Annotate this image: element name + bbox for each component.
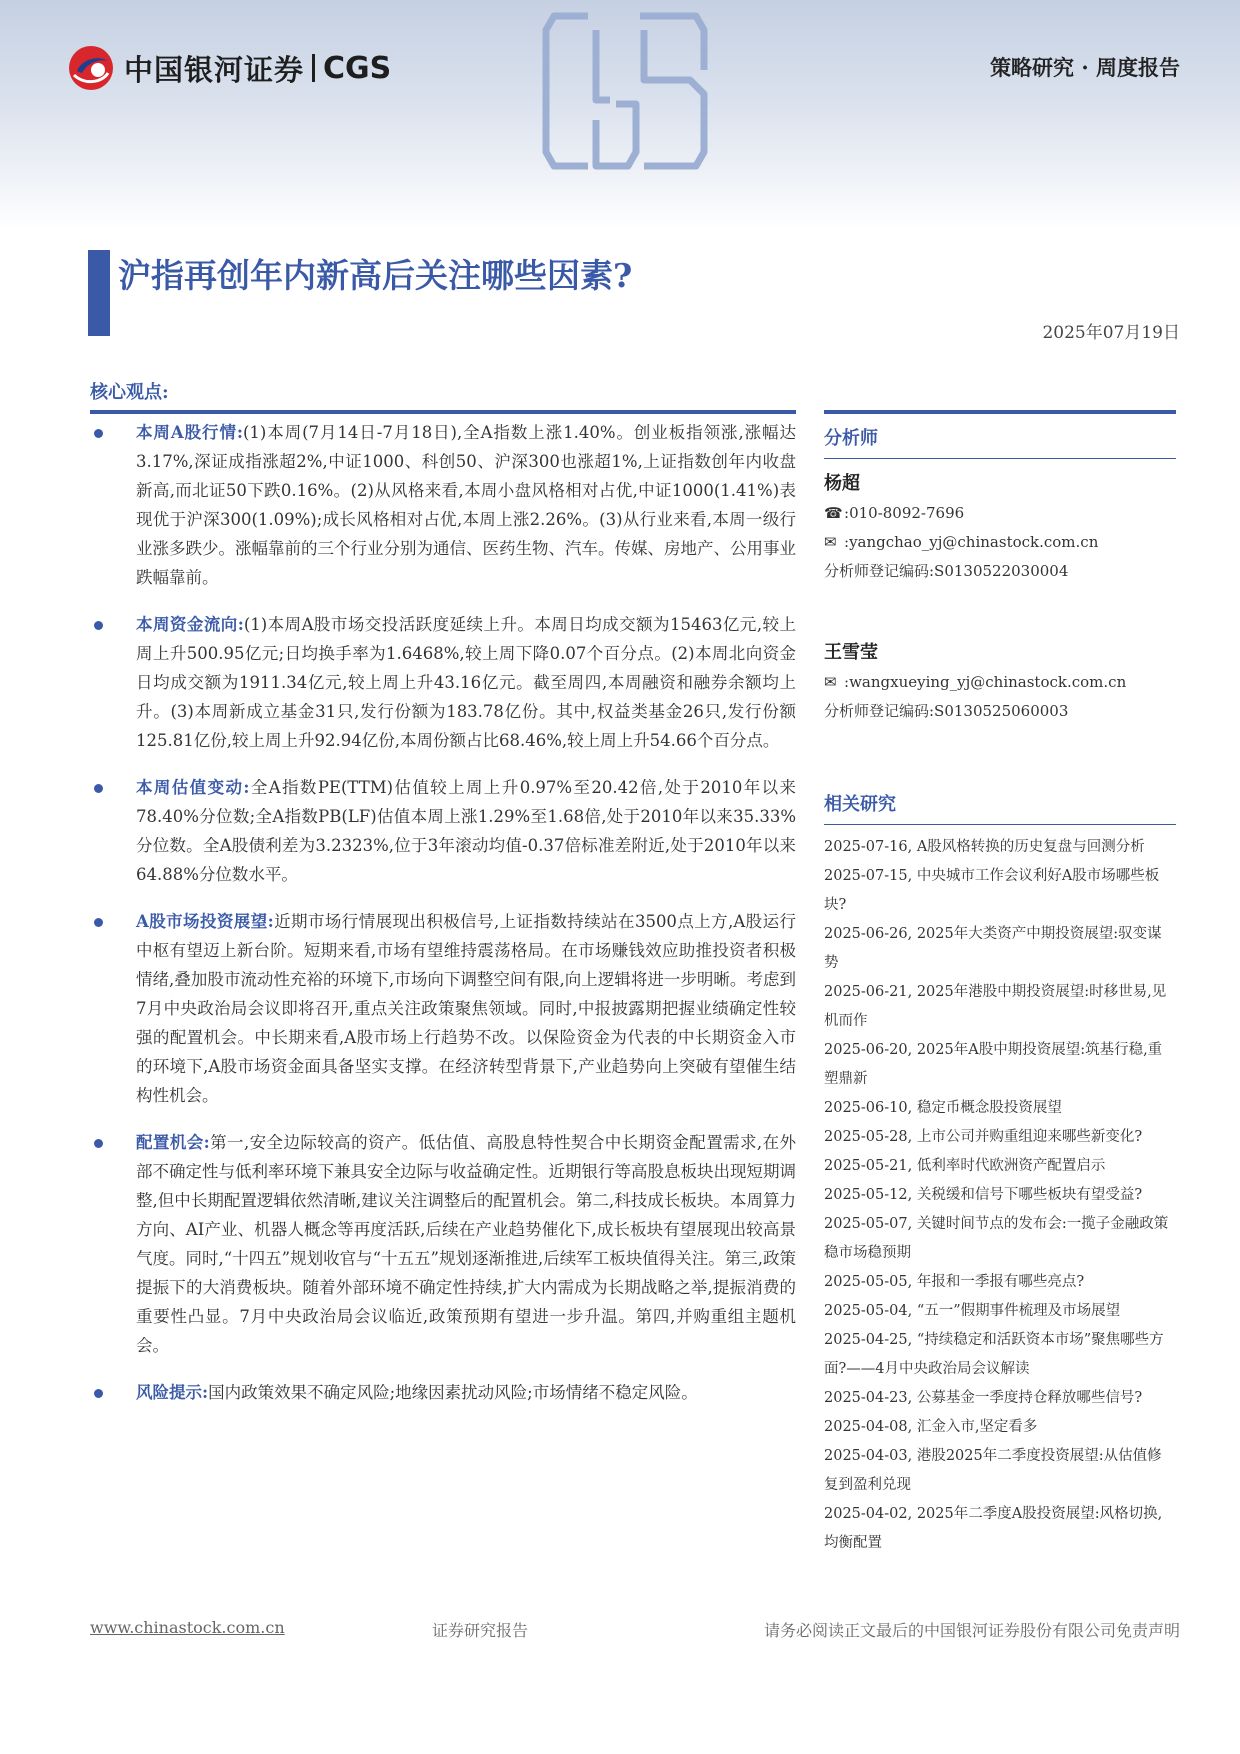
analyst-cert: 分析师登记编码:S0130522030004: [824, 562, 1069, 580]
core-views-divider: [90, 410, 796, 414]
footer-doc-type: 证券研究报告: [432, 1621, 529, 1640]
analyst-email-value[interactable]: wangxueying_yj@chinastock.com.cn: [849, 673, 1127, 691]
related-research-item[interactable]: 2025-04-08, 汇金入市,坚定看多: [824, 1419, 1038, 1435]
core-bullet: [90, 773, 796, 889]
footer-website-link[interactable]: www.chinastock.com.cn: [90, 1618, 285, 1637]
related-research-item[interactable]: 2025-05-05, 年报和一季报有哪些亮点?: [824, 1274, 1085, 1290]
bullet-dot: [94, 1389, 103, 1398]
core-bullet: [90, 907, 796, 1110]
cgs-logo-icon: [68, 45, 114, 91]
report-title: 沪指再创年内新高后关注哪些因素?: [118, 256, 633, 295]
core-bullet: [90, 1128, 796, 1360]
brand-name-en: CGS: [323, 50, 392, 86]
bullet-label: 配置机会:: [136, 1133, 210, 1152]
bullet-text: 国内政策效果不确定风险;地缘因素扰动风险;市场情绪不稳定风险。: [208, 1383, 698, 1402]
analyst-panel: [824, 410, 1176, 726]
related-research-heading: 相关研究: [824, 790, 1176, 825]
brand-logo: [68, 45, 391, 91]
related-research-item[interactable]: 2025-04-23, 公募基金一季度持仓释放哪些信号?: [824, 1390, 1143, 1406]
related-research-item[interactable]: 2025-05-04, “五一”假期事件梳理及市场展望: [824, 1303, 1121, 1319]
related-research-item[interactable]: 2025-06-26, 2025年大类资产中期投资展望:驭变谋势: [824, 926, 1162, 971]
related-research-item[interactable]: 2025-06-20, 2025年A股中期投资展望:筑基行稳,重塑鼎新: [824, 1042, 1163, 1087]
brand-divider: [312, 54, 315, 82]
analyst-phone: [824, 499, 1176, 528]
analyst-email[interactable]: [824, 528, 1176, 557]
analyst-panel-divider: [824, 410, 1176, 414]
bullet-text: 近期市场行情展现出积极信号,上证指数持续站在3500点上方,A股运行中枢有望迈上新台阶。短期来看,市场有望维持震荡格局。在市场赚钱效应助推投资者积极情绪,叠加股市流动性充裕的环境下,市场向下调整空间有限,向上逻辑将进一步明晰。考虑到7月中央政治局会议即将召开,重点关注政策聚焦领域。同时,中报披露期把握业绩确定性较强的配置机会。中长期来看,A股市场上行趋势不改。以保险资金为代表的中长期资金入市的环境下,A股市场资金面具备坚实支撑。在经济转型背景下,产业趋势向上突破有望催生结构性机会。: [136, 912, 796, 1105]
brand-name-cn: 中国银河证券: [124, 52, 305, 87]
report-type: 策略研究 · 周度报告: [990, 55, 1180, 80]
related-research-item[interactable]: 2025-06-21, 2025年港股中期投资展望:时移世易,见机而作: [824, 984, 1167, 1029]
analyst-phone-value: 010-8092-7696: [849, 504, 965, 522]
related-research-item[interactable]: 2025-04-03, 港股2025年二季度投资展望:从估值修复到盈利兑现: [824, 1448, 1162, 1493]
bullet-dot: [94, 918, 103, 927]
related-research-item[interactable]: 2025-05-07, 关键时间节点的发布会:一揽子金融政策稳市场稳预期: [824, 1216, 1169, 1261]
mail-icon: ✉: [824, 533, 837, 551]
bullet-text: (1)本周(7月14日-7月18日),全A指数上涨1.40%。创业板指领涨,涨幅达3.17%,深证成指涨超2%,中证1000、科创50、沪深300也涨超1%,上证指数创年内收盘新高,而北证50下跌0.16%。(2)从风格来看,本周小盘风格相对占优,中证1000(1.41%)表现优于沪深300(1.09%);成长风格相对占优,本周上涨2.26%。(3)从行业来看,本周一级行业涨多跌少。涨幅靠前的三个行业分别为通信、医药生物、汽车。传媒、房地产、公用事业跌幅靠前。: [136, 423, 796, 587]
analyst-email-prefix: :: [844, 533, 850, 551]
related-research-item[interactable]: 2025-04-02, 2025年二季度A股投资展望:风格切换,均衡配置: [824, 1506, 1163, 1551]
bullet-dot: [94, 784, 103, 793]
related-research-panel: [824, 780, 1176, 1558]
title-accent-bar: [88, 250, 110, 336]
analyst-email[interactable]: [824, 668, 1176, 697]
mail-icon: ✉: [824, 673, 837, 691]
core-bullet: [90, 418, 796, 592]
core-views-heading: 核心观点:: [90, 382, 169, 403]
bullet-text: 全A指数PE(TTM)估值较上周上升0.97%至20.42倍,处于2010年以来78.40%分位数;全A指数PB(LF)估值本周上涨1.29%至1.68倍,处于2010年以来35.33%分位数。全A股债利差为3.2323%,位于3年滚动均值-0.37倍标准差附近,处于2010年以来64.88%分位数水平。: [136, 778, 796, 884]
bullet-label: 本周A股行情:: [136, 423, 243, 442]
bullet-label: 风险提示:: [136, 1383, 209, 1402]
analyst-spacer: [824, 586, 1176, 628]
bullet-text: 第一,安全边际较高的资产。低估值、高股息特性契合中长期资金配置需求,在外部不确定性与低利率环境下兼具安全边际与收益确定性。近期银行等高股息板块出现短期调整,但中长期配置逻辑依然清晰,建议关注调整后的配置机会。第二,科技成长板块。本周算力方向、AI产业、机器人概念等再度活跃,后续在产业趋势催化下,成长板块有望展现出较高景气度。同时,“十四五”规划收官与“十五五”规划逐渐推进,后续军工板块值得关注。第三,政策提振下的大消费板块。随着外部环境不确定性持续,扩大内需成为长期战略之举,提振消费的重要性凸显。7月中央政治局会议临近,政策预期有望进一步升温。第四,并购重组主题机会。: [136, 1133, 796, 1355]
bullet-label: A股市场投资展望:: [136, 912, 274, 931]
analyst-name: 杨超: [824, 473, 860, 494]
cgs-watermark-logo: [540, 10, 710, 172]
bullet-label: 本周估值变动:: [136, 778, 250, 797]
related-research-list: [824, 833, 1176, 1558]
bullet-dot: [94, 1139, 103, 1148]
analyst-email-value[interactable]: yangchao_yj@chinastock.com.cn: [849, 533, 1099, 551]
related-research-item[interactable]: 2025-05-28, 上市公司并购重组迎来哪些新变化?: [824, 1129, 1143, 1145]
related-research-item[interactable]: 2025-05-12, 关税缓和信号下哪些板块有望受益?: [824, 1187, 1143, 1203]
related-research-item[interactable]: 2025-07-16, A股风格转换的历史复盘与回测分析: [824, 839, 1145, 855]
core-bullet: [90, 610, 796, 755]
bullet-text: (1)本周A股市场交投活跃度延续上升。本周日均成交额为15463亿元,较上周上升500.95亿元;日均换手率为1.6468%,较上周下降0.07个百分点。(2)本周北向资金日均成交额为1911.34亿元,较上周上升43.16亿元。截至周四,本周融资和融券余额均上升。(3)本周新成立基金31只,发行份额为183.78亿份。其中,权益类基金26只,发行份额125.81亿份,较上周上升92.94亿份,本周份额占比68.46%,较上周上升54.66个百分点。: [136, 615, 796, 750]
related-research-item[interactable]: 2025-04-25, “持续稳定和活跃资本市场”聚焦哪些方面?——4月中央政治局会议解读: [824, 1332, 1164, 1377]
bullet-dot: [94, 621, 103, 630]
footer-disclaimer: 请务必阅读正文最后的中国银河证券股份有限公司免责声明: [763, 1621, 1180, 1640]
bullet-label: 本周资金流向:: [136, 615, 244, 634]
analyst-phone-prefix: :: [844, 504, 850, 522]
bullet-dot: [94, 429, 103, 438]
phone-icon: ☎: [824, 504, 843, 522]
analyst-email-prefix: :: [844, 673, 850, 691]
related-research-item[interactable]: 2025-07-15, 中央城市工作会议利好A股市场哪些板块?: [824, 868, 1160, 913]
report-date: 2025年07月19日: [1042, 323, 1180, 343]
related-research-item[interactable]: 2025-06-10, 稳定币概念股投资展望: [824, 1100, 1062, 1116]
related-research-item[interactable]: 2025-05-21, 低利率时代欧洲资产配置启示: [824, 1158, 1106, 1174]
core-bullet: [90, 1378, 796, 1407]
core-views-list: [90, 418, 796, 1425]
analyst-heading: 分析师: [824, 424, 1176, 459]
analyst-cert: 分析师登记编码:S0130525060003: [824, 702, 1069, 720]
analyst-name: 王雪莹: [824, 642, 878, 663]
